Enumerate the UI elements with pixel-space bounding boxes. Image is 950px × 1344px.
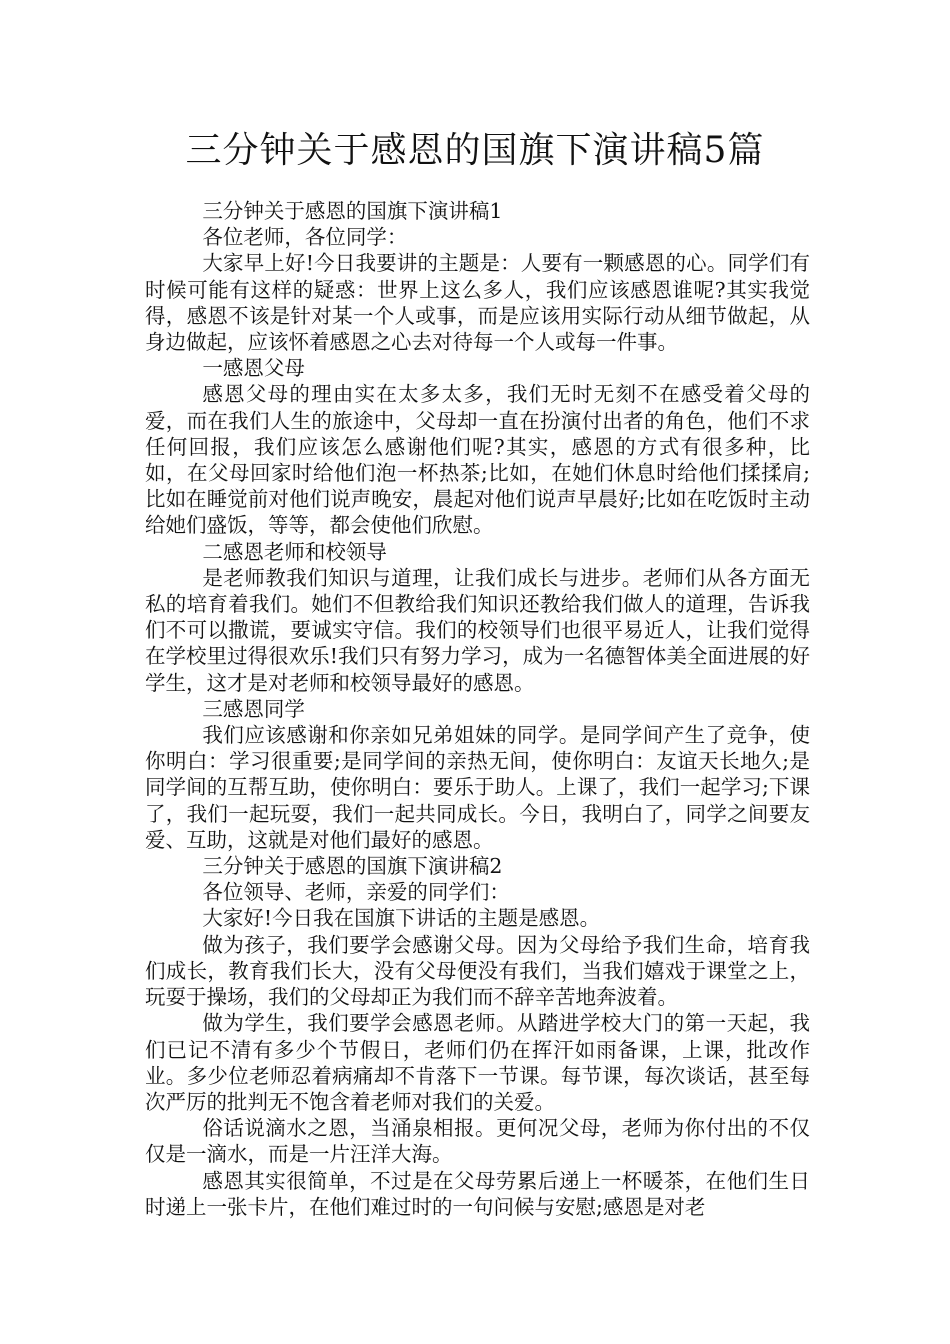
section-heading-1: 三分钟关于感恩的国旗下演讲稿1: [202, 199, 503, 223]
subheading-teachers: 二感恩老师和校领导: [202, 539, 387, 564]
paragraph: 做为学生，我们要学会感恩老师。从踏进学校大门的第一天起，我们已记不清有多少个节假日，老师们仍在挥汗如雨备课，上课，批改作业。多少位老师忍着病痛却不肯落下一节课。每节课，每次谈话，甚至每次严厉的批判无不饱含着老师对我们的关爱。: [145, 1011, 810, 1114]
paragraph: 俗话说滴水之恩，当涌泉相报。更何况父母，老师为你付出的不仅仅是一滴水，而是一片汪洋大海。: [145, 1116, 810, 1167]
paragraph: 大家好!今日我在国旗下讲话的主题是感恩。: [202, 906, 601, 931]
subheading-classmates: 三感恩同学: [202, 696, 305, 721]
paragraph: 感恩其实很简单，不过是在父母劳累后递上一杯暖茶，在他们生日时递上一张卡片，在他们难过时的一句问候与安慰;感恩是对老: [145, 1168, 810, 1219]
paragraph: 我们应该感谢和你亲如兄弟姐妹的同学。是同学间产生了竞争，使你明白：学习很重要;是同学间的亲热无间，使你明白：友谊天长地久;是同学间的互帮互助，使你明白：要乐于助人。上课了，我们一起学习;下课了，我们一起玩耍，我们一起共同成长。今日，我明白了，同学之间要友爱、互助，这就是对他们最好的感恩。: [145, 723, 810, 852]
document-title: 三分钟关于感恩的国旗下演讲稿5篇: [185, 130, 765, 171]
paragraph: 做为孩子，我们要学会感谢父母。因为父母给予我们生命，培育我们成长，教育我们长大，没有父母便没有我们，当我们嬉戏于课堂之上，玩耍于操场，我们的父母却正为我们而不辞辛苦地奔波着。: [145, 932, 810, 1010]
paragraph: 感恩父母的理由实在太多太多，我们无时无刻不在感受着父母的爱，而在我们人生的旅途中，父母却一直在扮演付出者的角色，他们不求任何回报，我们应该怎么感谢他们呢?其实，感恩的方式有很多种，比如，在父母回家时给他们泡一杯热茶;比如，在她们休息时给他们揉揉肩;比如在睡觉前对他们说声晚安，晨起对他们说声早晨好;比如在吃饭时主动给她们盛饭，等等，都会使他们欣慰。: [145, 382, 810, 538]
paragraph: 大家早上好!今日我要讲的主题是：人要有一颗感恩的心。同学们有时候可能有这样的疑惑：世界上这么多人，我们应该感恩谁呢?其实我觉得，感恩不该是针对某一个人或事，而是应该用实际行动从细节做起，从身边做起，应该怀着感恩之心去对待每一个人或每一件事。: [145, 251, 810, 355]
section-heading-2: 三分钟关于感恩的国旗下演讲稿2: [202, 854, 503, 879]
subheading-parents: 一感恩父母: [202, 356, 305, 381]
salutation-2: 各位领导、老师，亲爱的同学们：: [202, 880, 510, 905]
document-body: [145, 198, 810, 1220]
paragraph: 是老师教我们知识与道理，让我们成长与进步。老师们从各方面无私的培育着我们。她们不但教给我们知识还教给我们做人的道理，告诉我们不可以撒谎，要诚实守信。我们的校领导们也很平易近人，让我们觉得在学校里过得很欢乐!我们只有努力学习，成为一名德智体美全面进展的好学生，这才是对老师和校领导最好的感恩。: [145, 565, 810, 695]
salutation-1: 各位老师，各位同学：: [202, 225, 408, 250]
